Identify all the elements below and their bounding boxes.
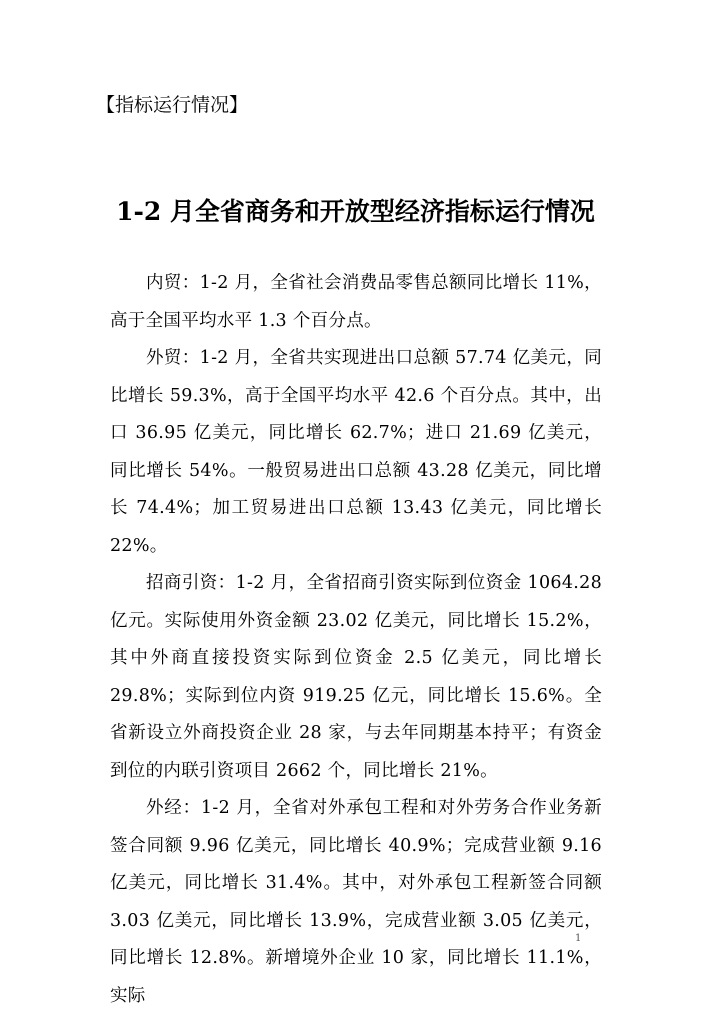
- paragraph-lead: 外经：: [146, 798, 201, 818]
- paragraph-text: 1-2 月，全省社会消费品零售总额同比增长 11%，高于全国平均水平 1.3 个百分点。: [110, 273, 602, 331]
- paragraph-text: 1-2 月，全省共实现进出口总额 57.74 亿美元，同比增长 59.3%，高于全国平均水平 42.6 个百分点。其中，出口 36.95 亿美元，同比增长 62.7%；进口 21.69 亿美元，同比增长 54%。一般贸易进出口总额 43.28 亿美元，同比增长 74.4%；加工贸易进出口总额 13.43 亿美元，同比增长 22%。: [110, 348, 602, 556]
- paragraph-investment: [110, 565, 602, 790]
- document-body: [110, 265, 602, 1015]
- document-title: 1-2 月全省商务和开放型经济指标运行情况: [116, 197, 595, 226]
- section-tag: 【指标运行情况】: [96, 94, 249, 116]
- paragraph-foreign-trade: [110, 340, 602, 565]
- paragraph-outward-economy: [110, 790, 602, 1015]
- paragraph-text: 1-2 月，全省招商引资实际到位资金 1064.28 亿元。实际使用外资金额 23.02 亿美元，同比增长 15.2%，其中外商直接投资实际到位资金 2.5 亿美元，同比增长 29.8%；实际到位内资 919.25 亿元，同比增长 15.6%。全省新设立外商投资企业 28 家，与去年同期基本持平；有资金到位的内联引资项目 2662 个，同比增长 21%。: [110, 573, 602, 781]
- paragraph-lead: 内贸：: [146, 273, 200, 293]
- paragraph-lead: 外贸：: [146, 348, 200, 368]
- paragraph-domestic-trade: [110, 265, 602, 340]
- page-mark: 1: [575, 933, 582, 944]
- paragraph-lead: 招商引资：: [146, 573, 236, 593]
- paragraph-text: 1-2 月，全省对外承包工程和对外劳务合作业务新签合同额 9.96 亿美元，同比增长 40.9%；完成营业额 9.16 亿美元，同比增长 31.4%。其中，对外承包工程新签合同额 3.03 亿美元，同比增长 13.9%，完成营业额 3.05 亿美元，同比增长 12.8%。新增境外企业 10 家，同比增长 11.1%，实际: [110, 798, 602, 1006]
